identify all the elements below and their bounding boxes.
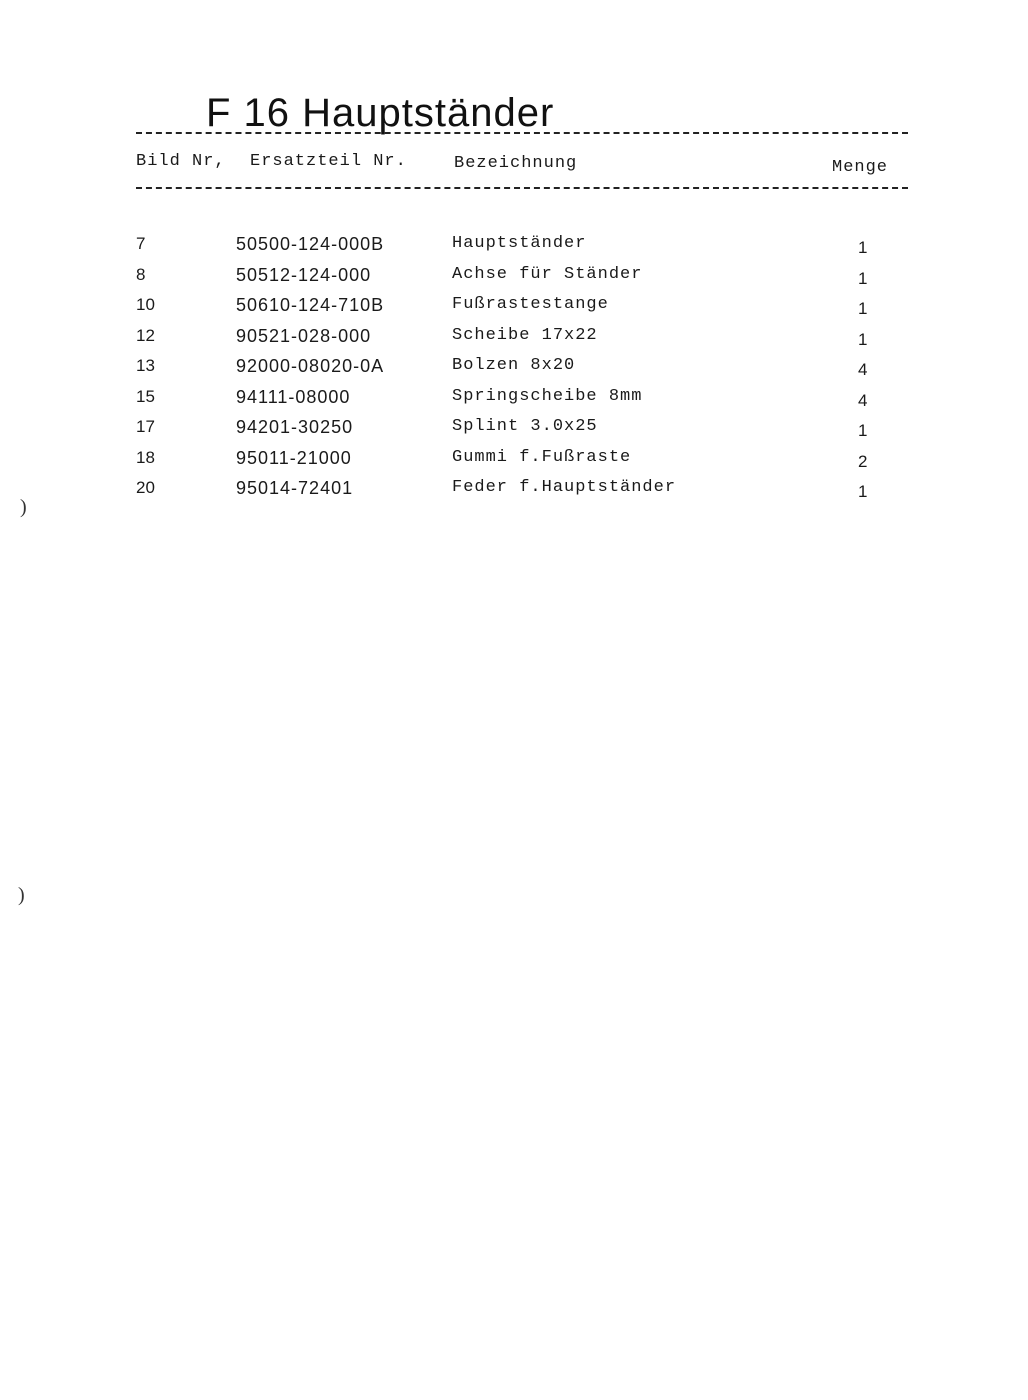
header-ersatzteil-nr: Ersatzteil Nr.	[250, 152, 407, 171]
ersatzteil-nr-cell: 92000-08020-0A	[236, 356, 385, 376]
bezeichnung-cell: Achse für Ständer	[452, 264, 643, 284]
table-header	[136, 152, 908, 182]
bezeichnung-cell: Hauptständer	[452, 234, 587, 253]
header-dashed-rule	[136, 187, 908, 189]
title-block	[136, 88, 908, 142]
table-row	[136, 478, 908, 509]
parts-list	[136, 234, 908, 509]
menge-cell: 1	[858, 268, 868, 288]
bezeichnung-cell: Scheibe 17x22	[452, 325, 598, 345]
bild-nr-cell: 18	[136, 447, 155, 467]
bild-nr-cell: 13	[136, 356, 155, 375]
binder-hole-mark: )	[20, 496, 27, 518]
ersatzteil-nr-cell: 94201-30250	[236, 417, 354, 437]
ersatzteil-nr-cell: 50500-124-000B	[236, 234, 385, 254]
menge-cell: 1	[858, 482, 868, 501]
menge-cell: 4	[858, 390, 868, 410]
ersatzteil-nr-cell: 95014-72401	[236, 478, 354, 498]
bild-nr-cell: 7	[136, 234, 146, 253]
bild-nr-cell: 12	[136, 325, 155, 345]
bild-nr-cell: 8	[136, 264, 146, 284]
binder-hole-mark: )	[18, 884, 25, 906]
bezeichnung-cell: Gummi f.Fußraste	[452, 447, 632, 467]
ersatzteil-nr-cell: 95011-21000	[236, 447, 352, 468]
menge-cell: 1	[858, 238, 868, 257]
table-row	[136, 234, 908, 265]
bild-nr-cell: 15	[136, 386, 155, 406]
bezeichnung-cell: Fußrastestange	[452, 295, 609, 314]
page-title: F 16 Hauptständer	[206, 91, 555, 135]
header-menge: Menge	[832, 158, 889, 177]
bezeichnung-cell: Springscheibe 8mm	[452, 386, 643, 406]
table-row	[136, 295, 908, 326]
table-row	[136, 326, 908, 357]
bezeichnung-cell: Splint 3.0x25	[452, 417, 598, 436]
menge-cell: 1	[858, 329, 868, 349]
bild-nr-cell: 10	[136, 295, 155, 314]
bild-nr-cell: 20	[136, 478, 155, 497]
header-bild-nr: Bild Nr,	[136, 152, 226, 171]
menge-cell: 2	[858, 451, 868, 471]
header-bezeichnung: Bezeichnung	[454, 154, 578, 173]
ersatzteil-nr-cell: 90521-028-000	[236, 325, 372, 346]
table-row	[136, 387, 908, 418]
ersatzteil-nr-cell: 94111-08000	[236, 386, 351, 407]
menge-cell: 1	[858, 299, 868, 318]
ersatzteil-nr-cell: 50512-124-000	[236, 264, 372, 285]
bild-nr-cell: 17	[136, 417, 155, 436]
menge-cell: 4	[858, 360, 868, 379]
bezeichnung-cell: Feder f.Hauptständer	[452, 478, 677, 497]
menge-cell: 1	[858, 421, 868, 440]
table-row	[136, 356, 908, 387]
ersatzteil-nr-cell: 50610-124-710B	[236, 295, 385, 315]
table-row	[136, 448, 908, 479]
bezeichnung-cell: Bolzen 8x20	[452, 356, 576, 375]
table-row	[136, 265, 908, 296]
table-row	[136, 417, 908, 448]
